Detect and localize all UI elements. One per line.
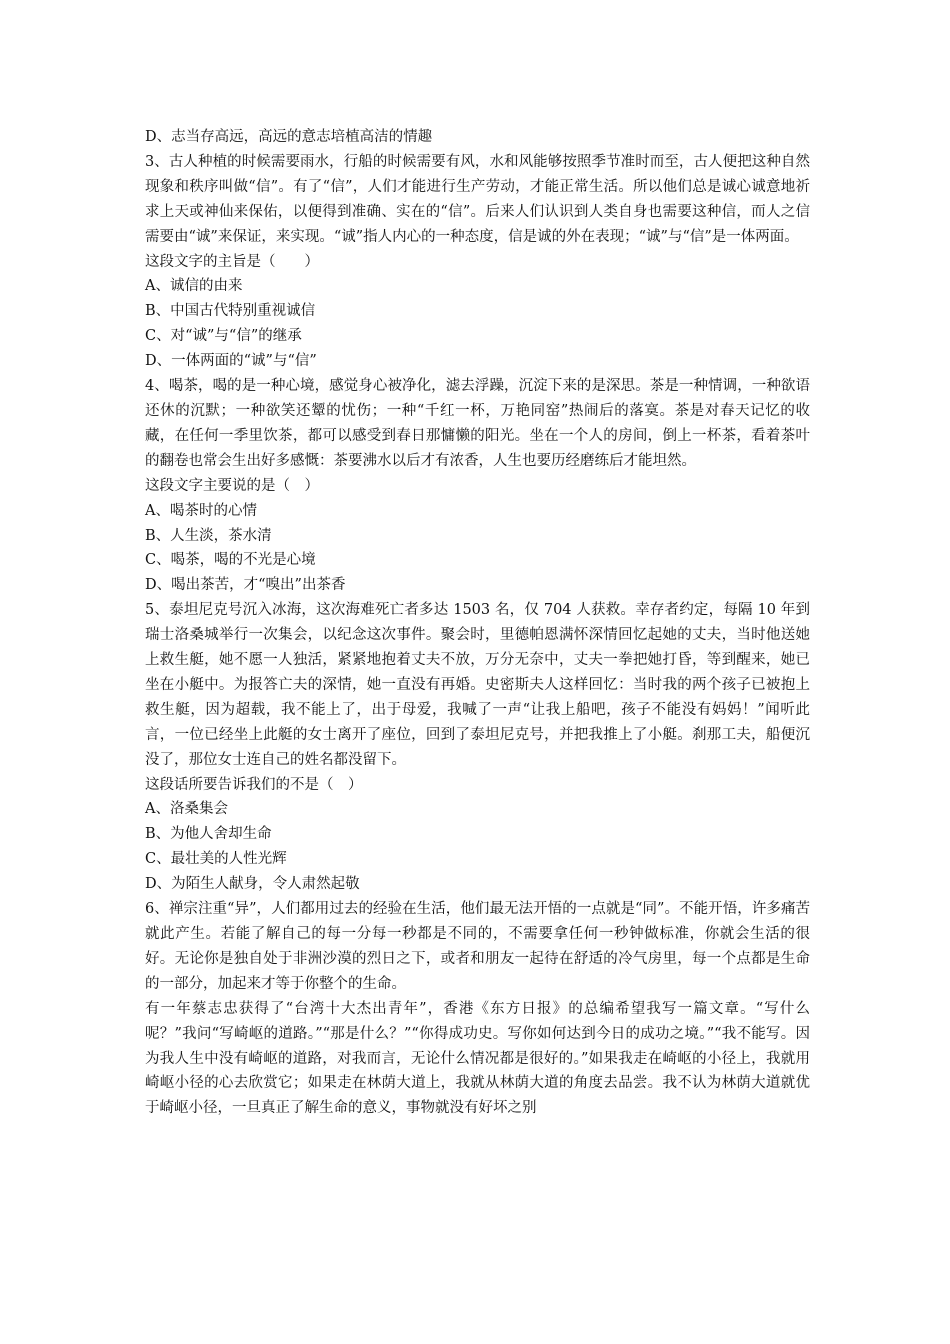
q3-option-c: C、对“诚”与“信”的继承 (145, 328, 302, 345)
q4-passage: 4、喝茶，喝的是一种心境，感觉身心被净化，滤去浮躁，沉淀下来的是深思。茶是一种情调，一种欲语还休的沉默；一种欲笑还颦的忧伤；一种“千红一杯，万艳同窑”热闹后的落寞。茶是对春天记忆的收藏，在任何一季里饮茶，都可以感受到春日那慵懒的阳光。坐在一个人的房间，倒上一杯茶，看着茶叶的翻卷也常会生出好多感慨：茶要沸水以后才有浓香，人生也要历经磨练后才能坦然。 (145, 378, 810, 469)
q5-option-d: D、为陌生人献身，令人肃然起敬 (145, 876, 360, 893)
q4-question: 这段文字主要说的是（ ） (145, 477, 319, 494)
q5-option-a: A、洛桑集会 (145, 801, 228, 818)
q4-option-a: A、喝茶时的心情 (145, 502, 257, 519)
document-page (145, 125, 810, 1121)
q6-passage: 6、禅宗注重“异”，人们都用过去的经验在生活，他们最无法开悟的一点就是“同”。不能开悟，许多痛苦就此产生。若能了解自己的每一分每一秒都是不同的，不需要拿任何一秒钟做标准，你就会生活的很好。无论你是独自处于非洲沙漠的烈日之下，或者和朋友一起待在舒适的冷气房里，每一个点都是生命的一部分，加起来才等于你整个的生命。 (145, 901, 810, 992)
q3-option-a: A、诚信的由来 (145, 278, 243, 295)
q5-option-b: B、为他人舍却生命 (145, 826, 272, 843)
q5-passage: 5、泰坦尼克号沉入冰海，这次海难死亡者多达 1503 名，仅 704 人获救。幸存者约定，每隔 10 年到瑞士洛桑城举行一次集会，以纪念这次事件。聚会时，里德帕恩满怀深情回忆起她的丈夫，当时他送她上救生艇，她不愿一人独活，紧紧地抱着丈夫不放，万分无奈中，丈夫一拳把她打昏，等到醒来，她已坐在小艇中。为报答亡夫的深情，她一直没有再婚。史密斯夫人这样回忆：当时我的两个孩子已被抱上救生艇，因为超载，我不能上了，出于母爱，我喊了一声“让我上船吧，孩子不能没有妈妈！”闻听此言，一位已经坐上此艇的女士离开了座位，回到了泰坦尼克号，并把我推上了小艇。刹那工夫，船便沉没了，那位女士连自己的姓名都没留下。 (145, 602, 810, 768)
q5-option-c: C、最壮美的人性光辉 (145, 851, 287, 868)
q4-option-b: B、人生淡，茶水清 (145, 527, 272, 544)
q5-question: 这段话所要告诉我们的不是（ ） (145, 776, 363, 793)
q2-option-d: D、志当存高远，高远的意志培植高洁的情趣 (145, 129, 433, 145)
q3-option-b: B、中国古代特别重视诚信 (145, 303, 316, 320)
q3-option-d: D、一体两面的“诚”与“信” (145, 353, 317, 370)
q4-option-c: C、喝茶，喝的不光是心境 (145, 552, 316, 569)
q6-passage-2: 有一年蔡志忠获得了“台湾十大杰出青年”，香港《东方日报》的总编希望我写一篇文章。“写什么呢？”我问“写崎岖的道路。”“那是什么？”“你得成功史。写你如何达到今日的成功之境。”“我不能写。因为我人生中没有崎岖的道路，对我而言，无论什么情况都是很好的。”如果我走在崎岖的小径上，我就用崎岖小径的心去欣赏它；如果走在林荫大道上，我就从林荫大道的角度去品尝。我不认为林荫大道就优于崎岖小径，一旦真正了解生命的意义，事物就没有好坏之别 (145, 1000, 810, 1117)
q3-question: 这段文字的主旨是（ ） (145, 253, 319, 270)
q4-option-d: D、喝出茶苦，才“嗅出”出茶香 (145, 577, 346, 594)
q3-passage: 3、古人种植的时候需要雨水，行船的时候需要有风，水和风能够按照季节准时而至，古人便把这种自然现象和秩序叫做“信”。有了“信”，人们才能进行生产劳动，才能正常生活。所以他们总是诚心诚意地祈求上天或神仙来保佑，以便得到准确、实在的“信”。后来人们认识到人类自身也需要这种信，而人之信需要由“诚”来保证，来实现。“诚”指人内心的一种态度，信是诚的外在表现；“诚”与“信”是一体两面。 (145, 153, 810, 245)
